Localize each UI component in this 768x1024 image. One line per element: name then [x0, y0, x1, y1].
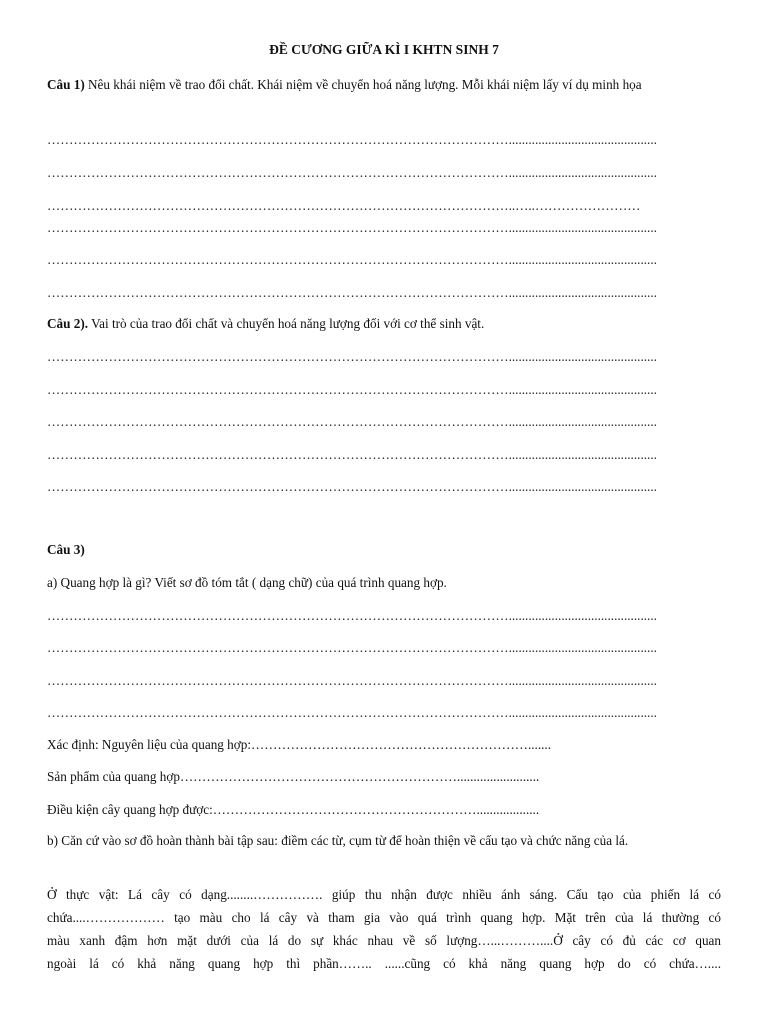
- answer-line[interactable]: …………………………………………………………………………………………….............................................: [47, 165, 657, 180]
- question-1-text: Nêu khái niệm về trao đổi chất. Khái niệm về chuyển hoá năng lượng. Mỗi khái niệm lấy ví dụ minh họa: [84, 77, 642, 92]
- question-3: [47, 539, 721, 561]
- answer-line[interactable]: ……………………………………………………………………………………………..…..……………………: [47, 198, 641, 213]
- answer-line[interactable]: …………………………………………………………………………………………….............................................: [47, 608, 657, 623]
- paragraph-line[interactable]: Ở thực vật: Lá cây có dạng........……………. giúp thu nhận được nhiều ánh sáng. Cấu tạo của phiến lá có: [47, 887, 721, 902]
- paragraph-line[interactable]: màu xanh đậm hơn mặt dưới của lá do sự khác nhau về số lượng…...………....Ở cây có đủ các cơ quan: [47, 933, 721, 948]
- answer-line[interactable]: …………………………………………………………………………………………….............................................: [47, 285, 657, 300]
- question-2-label: Câu 2).: [47, 316, 89, 331]
- answer-line[interactable]: …………………………………………………………………………………………….............................................: [47, 132, 657, 147]
- answer-line[interactable]: …………………………………………………………………………………………….............................................: [47, 479, 657, 494]
- question-3-label: Câu 3): [47, 542, 85, 557]
- fill-products[interactable]: Sản phẩm của quang hợp……………………………………………………….........................: [47, 769, 540, 784]
- fill-materials[interactable]: Xác định: Nguyên liệu của quang hợp:……………………………………………………….......: [47, 737, 552, 752]
- question-3a: a) Quang hợp là gì? Viết sơ đồ tóm tắt ( dạng chữ) của quá trình quang hợp.: [47, 575, 447, 590]
- question-1-label: Câu 1): [47, 77, 85, 92]
- fill-conditions[interactable]: Điều kiện cây quang hợp được:……………………………………………………...................: [47, 802, 540, 817]
- answer-line[interactable]: …………………………………………………………………………………………….............................................: [47, 414, 657, 429]
- answer-line[interactable]: …………………………………………………………………………………………….............................................: [47, 349, 657, 364]
- question-2-text: Vai trò của trao đổi chất và chuyển hoá năng lượng đối với cơ thể sinh vật.: [88, 316, 485, 331]
- paragraph-line[interactable]: chứa....……………… tạo màu cho lá cây và tham gia vào quá trình quang hợp. Mặt trên của lá thường có: [47, 910, 721, 925]
- paragraph-line[interactable]: ngoài lá có khả năng quang hợp thì phần…….. ......cũng có khả năng quang hợp do có chứa…....: [47, 956, 721, 971]
- question-2: [47, 313, 721, 335]
- answer-line[interactable]: …………………………………………………………………………………………….............................................: [47, 382, 657, 397]
- answer-line[interactable]: …………………………………………………………………………………………….............................................: [47, 705, 657, 720]
- answer-line[interactable]: …………………………………………………………………………………………….............................................: [47, 252, 657, 267]
- answer-line[interactable]: …………………………………………………………………………………………….............................................: [47, 220, 657, 235]
- question-3b: b) Căn cứ vào sơ đồ hoàn thành bài tập sau: điềm các từ, cụm từ để hoàn thiện về cấu tạo và chức năng của lá.: [47, 833, 629, 848]
- answer-line[interactable]: …………………………………………………………………………………………….............................................: [47, 640, 657, 655]
- document-title: ĐỀ CƯƠNG GIỮA KÌ I KHTN SINH 7: [269, 42, 499, 57]
- question-1: [47, 74, 721, 96]
- answer-line[interactable]: …………………………………………………………………………………………….............................................: [47, 673, 657, 688]
- answer-line[interactable]: …………………………………………………………………………………………….............................................: [47, 447, 657, 462]
